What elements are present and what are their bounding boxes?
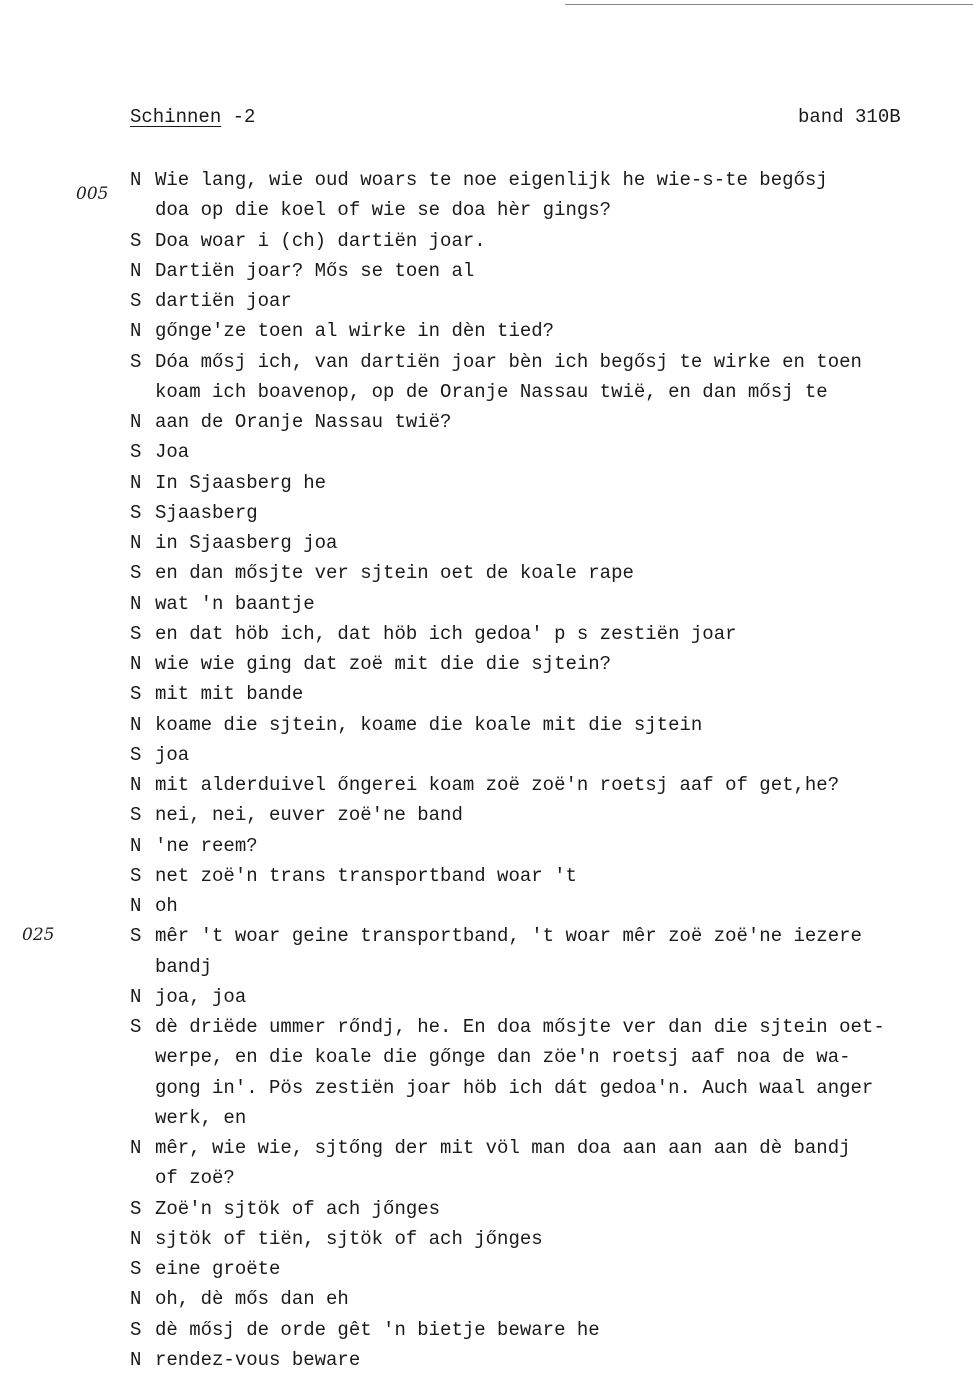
transcript-line: [130, 290, 292, 312]
transcript-line: [130, 835, 258, 857]
top-rule: [565, 4, 973, 5]
margin-note-025: 025: [22, 925, 55, 945]
utterance-text: rendez-vous beware: [155, 1349, 361, 1371]
speaker-label: N: [130, 1349, 142, 1371]
speaker-label: N: [130, 1288, 142, 1310]
speaker-label: N: [130, 986, 142, 1008]
speaker-label: N: [130, 1137, 142, 1159]
transcript-line: [130, 502, 258, 524]
utterance-text: koam ich boavenop, op de Oranje Nassau twië, en dan mősj te: [155, 381, 828, 403]
transcript-line: [130, 260, 474, 282]
speaker-label: S: [130, 290, 142, 312]
utterance-text: dartiën joar: [155, 290, 292, 312]
utterance-text: Dóa mősj ich, van dartiën joar bèn ich begősj te wirke en toen: [155, 351, 862, 373]
utterance-text: nei, nei, euver zoë'ne band: [155, 804, 463, 826]
utterance-text: joa, joa: [155, 986, 247, 1008]
transcript-line: [130, 411, 451, 433]
speaker-label: N: [130, 895, 142, 917]
transcript-line: [130, 1137, 851, 1159]
transcript-line: [130, 865, 577, 887]
transcript-line: [130, 472, 326, 494]
transcript-continuation: [155, 1167, 235, 1189]
speaker-label: N: [130, 532, 142, 554]
speaker-label: S: [130, 744, 142, 766]
utterance-text: Joa: [155, 441, 190, 463]
transcript-line: [130, 441, 189, 463]
speaker-label: S: [130, 441, 142, 463]
utterance-text: Dartiën joar? Mős se toen al: [155, 260, 475, 282]
transcript-continuation: [155, 956, 212, 978]
speaker-label: S: [130, 1258, 142, 1280]
speaker-label: S: [130, 623, 142, 645]
speaker-label: S: [130, 804, 142, 826]
transcript-line: [130, 623, 737, 645]
transcript-line: [130, 562, 634, 584]
transcript-line: [130, 653, 611, 675]
speaker-label: N: [130, 835, 142, 857]
utterance-text: en dan mősjte ver sjtein oet de koale rape: [155, 562, 634, 584]
utterance-text: in Sjaasberg joa: [155, 532, 338, 554]
speaker-label: N: [130, 411, 142, 433]
utterance-text: wat 'n baantje: [155, 593, 315, 615]
utterance-text: Doa woar i (ch) dartiën joar.: [155, 230, 486, 252]
transcript-line: [130, 714, 702, 736]
speaker-label: N: [130, 320, 142, 342]
utterance-text: oh, dè mős dan eh: [155, 1288, 349, 1310]
utterance-text: gőnge'ze toen al wirke in dèn tied?: [155, 320, 555, 342]
transcript-line: [130, 925, 862, 947]
utterance-text: sjtök of tiën, sjtök of ach jőnges: [155, 1228, 543, 1250]
utterance-text: mêr 't woar geine transportband, 't woar mêr zoë zoë'ne iezere: [155, 925, 862, 947]
utterance-text: Zoë'n sjtök of ach jőnges: [155, 1198, 441, 1220]
transcript-line: [130, 1016, 885, 1038]
speaker-label: S: [130, 683, 142, 705]
utterance-text: werpe, en die koale die gőnge dan zöe'n roetsj aaf noa de wa-: [155, 1046, 851, 1068]
speaker-label: N: [130, 1228, 142, 1250]
tape-label: band 310B: [798, 106, 901, 128]
transcript-continuation: [155, 381, 828, 403]
transcript-line: [130, 774, 839, 796]
transcript-line: [130, 532, 337, 554]
place-name: Schinnen: [130, 106, 222, 128]
utterance-text: joa: [155, 744, 190, 766]
transcript-line: [130, 1198, 440, 1220]
utterance-text: mit alderduivel őngerei koam zoë zoë'n roetsj aaf of get,he?: [155, 774, 840, 796]
utterance-text: wie wie ging dat zoë mit die die sjtein?: [155, 653, 612, 675]
utterance-text: of zoë?: [155, 1167, 235, 1189]
speaker-label: S: [130, 865, 142, 887]
transcript-line: [130, 320, 554, 342]
transcript-line: [130, 351, 862, 373]
utterance-text: werk, en: [155, 1107, 247, 1129]
utterance-text: koame die sjtein, koame die koale mit die sjtein: [155, 714, 703, 736]
speaker-label: N: [130, 169, 142, 191]
utterance-text: mêr, wie wie, sjtőng der mit völ man doa aan aan aan dè bandj: [155, 1137, 851, 1159]
transcript-continuation: [155, 1046, 851, 1068]
utterance-text: oh: [155, 895, 178, 917]
speaker-label: S: [130, 502, 142, 524]
transcript-line: [130, 169, 828, 191]
speaker-label: S: [130, 230, 142, 252]
utterance-text: aan de Oranje Nassau twië?: [155, 411, 452, 433]
utterance-text: gong in'. Pös zestiën joar höb ich dát gedoa'n. Auch waal anger: [155, 1077, 874, 1099]
speaker-label: S: [130, 1016, 142, 1038]
transcript-line: [130, 1319, 600, 1341]
transcript-line: [130, 1349, 360, 1371]
utterance-text: In Sjaasberg he: [155, 472, 327, 494]
utterance-text: bandj: [155, 956, 213, 978]
transcript-line: [130, 683, 303, 705]
transcript-continuation: [155, 1077, 873, 1099]
transcript-line: [130, 1258, 280, 1280]
transcript-line: [130, 593, 315, 615]
page-number: -2: [221, 106, 256, 128]
transcript-line: [130, 1228, 543, 1250]
speaker-label: N: [130, 472, 142, 494]
speaker-label: S: [130, 1319, 142, 1341]
utterance-text: Wie lang, wie oud woars te noe eigenlijk he wie-s-te begősj: [155, 169, 828, 191]
utterance-text: dè mősj de orde gêt 'n bietje beware he: [155, 1319, 600, 1341]
speaker-label: S: [130, 1198, 142, 1220]
speaker-label: N: [130, 260, 142, 282]
utterance-text: mit mit bande: [155, 683, 304, 705]
utterance-text: dè driëde ummer rőndj, he. En doa mősjte ver dan die sjtein oet-: [155, 1016, 885, 1038]
utterance-text: 'ne reem?: [155, 835, 258, 857]
speaker-label: N: [130, 593, 142, 615]
transcript-line: [130, 804, 463, 826]
transcript-continuation: [155, 1107, 246, 1129]
speaker-label: N: [130, 714, 142, 736]
transcript-line: [130, 895, 178, 917]
utterance-text: en dat höb ich, dat höb ich gedoa' p s zestiën joar: [155, 623, 737, 645]
margin-note-005: 005: [76, 184, 109, 204]
utterance-text: doa op die koel of wie se doa hèr gings?: [155, 199, 612, 221]
transcript-continuation: [155, 199, 611, 221]
page-header-left: [130, 106, 255, 128]
utterance-text: Sjaasberg: [155, 502, 258, 524]
speaker-label: N: [130, 653, 142, 675]
transcript-line: [130, 1288, 349, 1310]
speaker-label: N: [130, 774, 142, 796]
speaker-label: S: [130, 562, 142, 584]
speaker-label: S: [130, 351, 142, 373]
utterance-text: eine groëte: [155, 1258, 281, 1280]
transcript-line: [130, 986, 246, 1008]
utterance-text: net zoë'n trans transportband woar 't: [155, 865, 577, 887]
transcript-line: [130, 230, 486, 252]
speaker-label: S: [130, 925, 142, 947]
transcript-line: [130, 744, 189, 766]
